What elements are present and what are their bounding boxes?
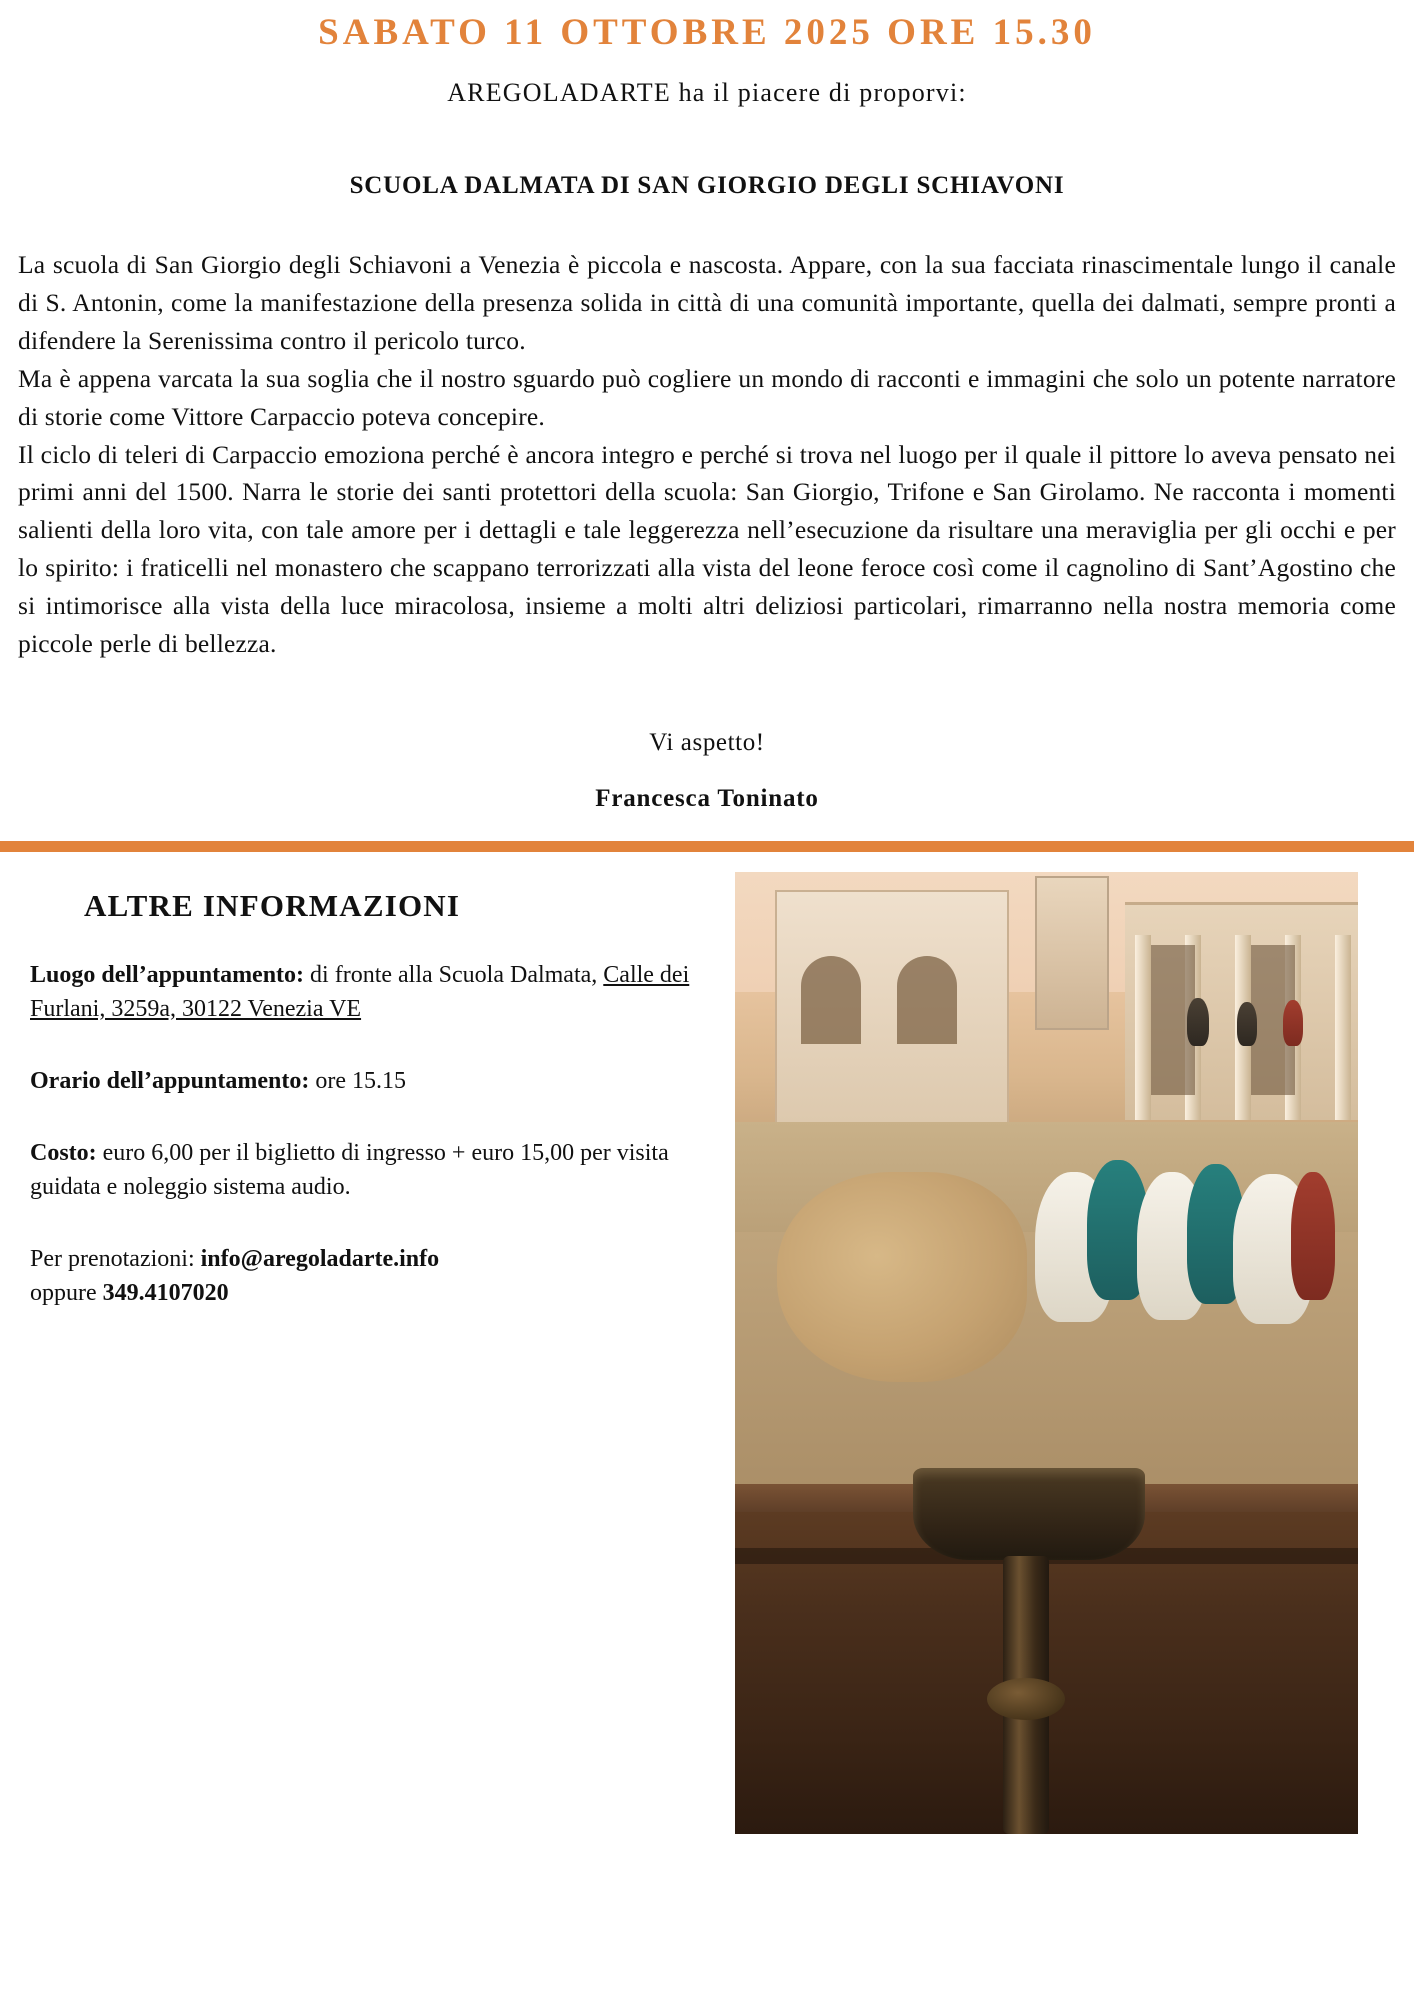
painting-area: [735, 872, 1386, 1512]
painting-lion: [777, 1172, 1027, 1382]
carpaccio-painting-photo: [735, 872, 1386, 1834]
meeting-place-block: [30, 958, 705, 1026]
meeting-place-text: di fronte alla Scuola Dalmata,: [304, 961, 604, 988]
meeting-place-address: Calle dei Furlani, 3259a, 30122 Venezia VE: [30, 961, 690, 1022]
cost-label: Costo:: [30, 1139, 97, 1166]
event-title: SCUOLA DALMATA DI SAN GIORGIO DEGLI SCHIAVONI: [349, 172, 1065, 200]
signature: Francesca Toninato: [595, 784, 819, 812]
meeting-time-label: Orario dell’appuntamento:: [30, 1067, 310, 1094]
photo-column: [735, 852, 1414, 1834]
meeting-time-block: [30, 1064, 705, 1098]
flyer-page: [0, 10, 1414, 2010]
top-section: [0, 10, 1414, 813]
booking-email[interactable]: info@aregoladarte.info: [200, 1246, 440, 1273]
information-column: [0, 852, 735, 1311]
description-body: [18, 246, 1396, 662]
subtitle: AREGOLADARTE ha il piacere di proporvi:: [447, 78, 967, 108]
paragraph-1: La scuola di San Giorgio degli Schiavoni a Venezia è piccola e nascosta. Appare, con la sua facciata rinascimentale lungo il canale di S. Antonin, come la manifestazione della presenza solida in città di una comunità importante, quella dei dalmati, sempre pronti a difendere la Serenissima contro il pericolo turco.: [18, 250, 1396, 355]
closing-line: Vi aspetto!: [649, 728, 765, 756]
photo-right-margin: [1358, 872, 1386, 1834]
painting-building-left: [775, 890, 1009, 1124]
booking-or: oppure: [30, 1280, 103, 1307]
meeting-place-label: Luogo dell’appuntamento:: [30, 961, 305, 988]
booking-block: [30, 1242, 705, 1310]
meeting-time-text: ore 15.15: [309, 1067, 406, 1094]
painting-figure-monk-6: [1291, 1172, 1335, 1300]
booking-label: Per prenotazioni:: [30, 1246, 201, 1273]
information-heading: ALTRE INFORMAZIONI: [84, 887, 461, 923]
lower-section: [0, 852, 1414, 1834]
wooden-bench: [735, 1512, 1386, 1834]
painting-figure-small-2: [1237, 1002, 1257, 1046]
painting-figure-small-3: [1283, 1000, 1303, 1046]
painting-tower: [1035, 876, 1109, 1030]
orange-divider: [0, 841, 1414, 852]
painting-figure-small-1: [1187, 998, 1209, 1046]
candle-holder-bowl: [913, 1468, 1145, 1560]
paragraph-2: Ma è appena varcata la sua soglia che il nostro sguardo può cogliere un mondo di racconti e immagini che solo un potente narratore di storie come Vittore Carpaccio poteva concepire.: [18, 363, 1396, 431]
paragraph-3: Il ciclo di teleri di Carpaccio emoziona perché è ancora integro e perché si trova nel luogo per il quale il pittore lo aveva pensato nei primi anni del 1500. Narra le storie dei santi protettori della scuola: San Giorgio, Trifone e San Girolamo. Ne racconta i momenti salienti della loro vita, con tale amore per i dettagli e tale leggerezza nell’esecuzione da risultare una meraviglia per gli occhi e per lo spirito: i fraticelli nel monastero che scappano terrorizzati alla vista del leone feroce così come il cagnolino di Sant’Agostino che si intimorisce alla vista della luce miracolosa, insieme a molti altri deliziosi particolari, rimarranno nella nostra memoria come piccole perle di bellezza.: [18, 439, 1396, 658]
page-title: SABATO 11 OTTOBRE 2025 ORE 15.30: [318, 12, 1096, 53]
cost-text: euro 6,00 per il biglietto di ingresso + euro 15,00 per visita guidata e noleggio sistema audio.: [30, 1139, 669, 1201]
candle-holder-knob: [987, 1678, 1065, 1720]
cost-block: [30, 1136, 705, 1204]
booking-phone[interactable]: 349.4107020: [102, 1280, 229, 1307]
